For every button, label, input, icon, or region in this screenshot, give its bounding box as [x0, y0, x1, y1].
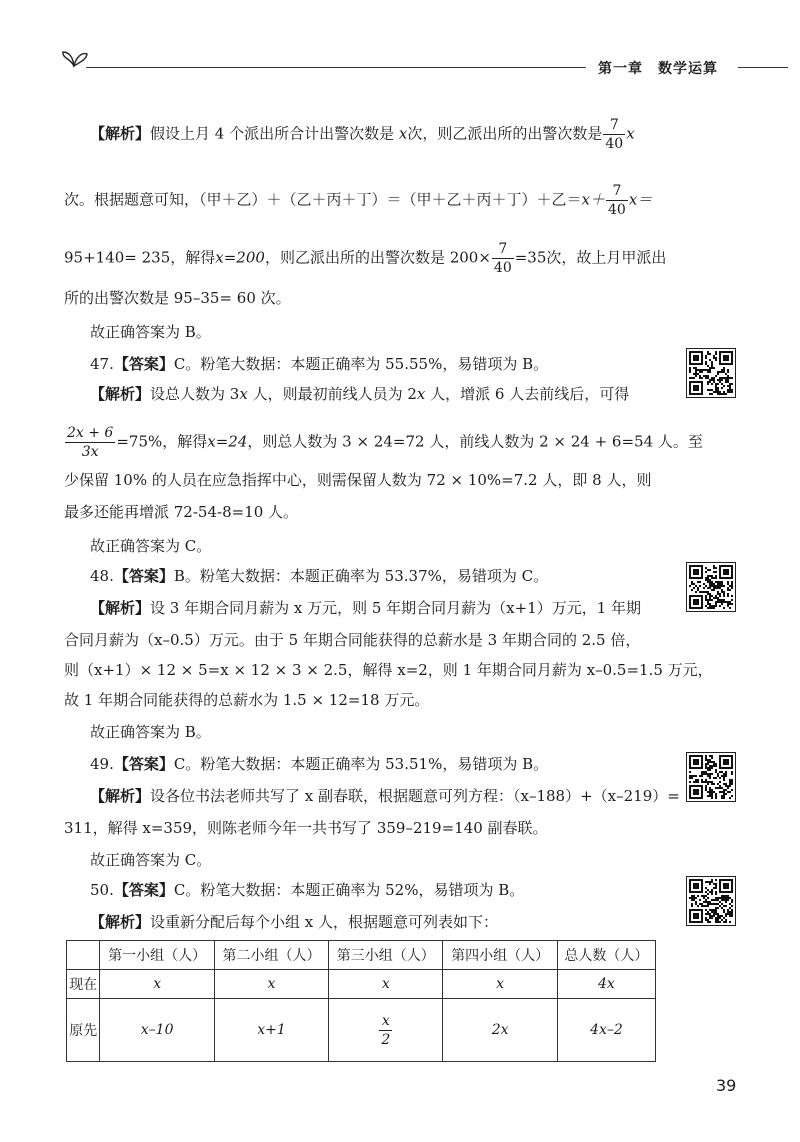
table-cell [67, 941, 100, 970]
page-number: 39 [716, 1076, 737, 1095]
table-cell: 4x [557, 970, 655, 999]
header-rule-right [738, 67, 788, 68]
qr-code-q47[interactable] [686, 348, 736, 398]
q46-line-3: 95+140= 235，解得x=200，则乙派出所的出警次数是 200× $\frac{7}{40}$ =35次，故上月甲派出 [64, 241, 667, 276]
table-cell: 第一小组（人） [100, 941, 214, 970]
qr-code-q49[interactable] [686, 752, 736, 802]
q47-line-2: $\frac{2x + 6}{3x}$ =75%，解得x=24，则总人数为 3 × 24=72 人，前线人数为 2 × 24 + 6=54 人。至 [67, 425, 703, 460]
table-cell: x [443, 970, 557, 999]
table-row [67, 999, 656, 1062]
q46-line-4: 所的出警次数是 95–35= 60 次。 [64, 289, 291, 307]
fraction-2x6-3x: $\frac{2x + 6}{3x}$ [67, 425, 114, 460]
q48-line-1: 【解析】设 3 年期合同月薪为 x 万元，则 5 年期合同月薪为（x+1）万元，1 年期 [90, 599, 642, 617]
q48-line-3: 则（x+1）× 12 × 5=x × 12 × 3 × 2.5，解得 x=2，则 1 年期合同月薪为 x–0.5=1.5 万元， [64, 661, 713, 679]
q50-answer-line: 50.【答案】C。粉笔大数据：本题正确率为 52%，易错项为 B。 [90, 881, 525, 899]
q46-answer: 故正确答案为 B。 [90, 323, 211, 341]
q49-answer-line: 49.【答案】C。粉笔大数据：本题正确率为 53.51%，易错项为 B。 [90, 755, 549, 773]
fraction-7-40: $\frac{7}{40}$ [493, 241, 512, 276]
q48-answer-line: 48.【答案】B。粉笔大数据：本题正确率为 53.37%，易错项为 C。 [90, 567, 549, 585]
fraction-7-40: $\frac{7}{40}$ [607, 183, 626, 218]
q49-line-2: 311，解得 x=359，则陈老师今年一共书写了 359–219=140 副春联。 [64, 819, 548, 837]
table-cell [329, 999, 443, 1062]
table-row [67, 970, 656, 999]
q46-line-2: 次。根据题意可知，（甲＋乙）＋（乙＋丙＋丁）＝（甲＋乙＋丙＋丁）＋乙＝x＋ $\frac{7}{40}$ x＝ [64, 183, 653, 218]
table-cell: 第三小组（人） [329, 941, 443, 970]
q49-line-1: 【解析】设各位书法老师共写了 x 副春联，根据题意可列方程：（x–188）+（x–219）= [90, 787, 680, 805]
jiexi-label: 【解析】 [90, 124, 151, 143]
table-cell: x [100, 970, 214, 999]
table-cell: x–10 [100, 999, 214, 1062]
header-rule [86, 67, 586, 68]
table-cell: 原先 [67, 999, 100, 1062]
q47-line-3: 少保留 10% 的人员在应急指挥中心，则需保留人数为 72 × 10%=7.2 人，即 8 人，则 [64, 471, 652, 489]
group-table [66, 940, 656, 1062]
sprout-logo-icon [60, 48, 88, 70]
table-cell: 第二小组（人） [214, 941, 328, 970]
table-cell: x [329, 970, 443, 999]
fraction-7-40: $\frac{7}{40}$ [605, 117, 624, 152]
q50-line-1: 【解析】设重新分配后每个小组 x 人，根据题意可列表如下： [90, 913, 499, 931]
table-cell: 现在 [67, 970, 100, 999]
q48-line-2: 合同月薪为（x–0.5）万元。由于 5 年期合同能获得的总薪水是 3 年期合同的 2.5 倍， [64, 631, 641, 649]
table-cell: 4x–2 [557, 999, 655, 1062]
table-cell: 第四小组（人） [443, 941, 557, 970]
q47-answer-line: 47.【答案】C。粉笔大数据：本题正确率为 55.55%，易错项为 B。 [90, 355, 549, 373]
table-header-row [67, 941, 656, 970]
q47-answer: 故正确答案为 C。 [90, 537, 212, 555]
q47-line-4: 最多还能再增派 72-54-8=10 人。 [64, 503, 299, 521]
q47-line-1: 【解析】设总人数为 3x 人，则最初前线人员为 2x 人，增派 6 人去前线后，可得 [90, 385, 630, 403]
q46-line-1: 【解析】假设上月 4 个派出所合计出警次数是 x次，则乙派出所的出警次数是 $\frac{7}{40}$ x [90, 117, 635, 152]
q48-answer: 故正确答案为 B。 [90, 723, 211, 741]
qr-code-q48[interactable] [686, 562, 736, 612]
chapter-title: 第一章 数学运算 [598, 61, 718, 77]
q49-answer: 故正确答案为 C。 [90, 851, 212, 869]
table-cell: x [214, 970, 328, 999]
fraction-x-2: $\frac{x}{2}$ [381, 1012, 391, 1048]
table-cell: 总人数（人） [557, 941, 655, 970]
qr-code-q50[interactable] [686, 876, 736, 926]
table-cell: 2x [443, 999, 557, 1062]
table-cell: x+1 [214, 999, 328, 1062]
q48-line-4: 故 1 年期合同能获得的总薪水为 1.5 × 12=18 万元。 [64, 691, 430, 709]
